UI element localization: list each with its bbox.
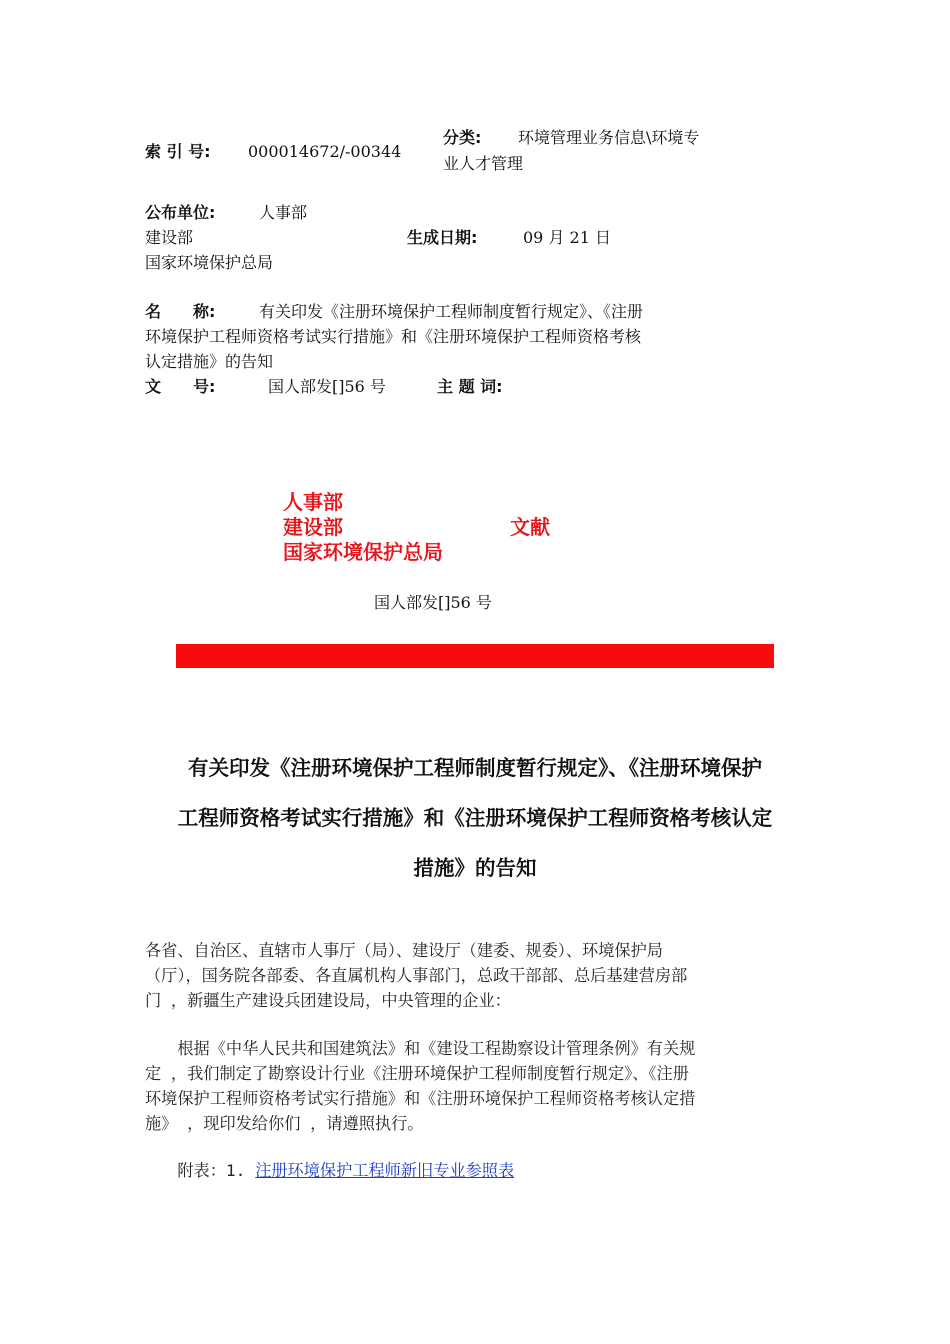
name-value-line3: 认定措施》的告知 (145, 352, 274, 371)
title-line-3: 措施》的告知 (413, 856, 537, 880)
category-label: 分类: (443, 128, 482, 147)
date-value: 09 月 21 日 (523, 228, 611, 247)
doc-word: 文献 (510, 515, 550, 539)
agency-3: 国家环境保护总局 (283, 540, 443, 564)
paragraph-line-4: 施》 ，现印发给你们 ，请遵照执行。 (145, 1114, 424, 1133)
index-label: 索 引 号: (145, 142, 211, 161)
paragraph-line-3: 环境保护工程师资格考试实行措施》和《注册环境保护工程师资格考核认定措 (145, 1089, 696, 1108)
recipients (145, 938, 815, 1013)
publisher-label: 公布单位: (145, 203, 216, 222)
title-line-1: 有关印发《注册环境保护工程师制度暂行规定》、《注册环境保护 (188, 756, 762, 780)
publisher-3: 国家环境保护总局 (145, 253, 274, 272)
paragraph-line-2: 定 ，我们制定了勘察设计行业《注册环境保护工程师制度暂行规定》、《注册 (145, 1064, 689, 1083)
recipients-line-1: 各省、自治区、直辖市人事厅（局）、建设厅（建委、规委）、环境保护局 (145, 941, 663, 960)
red-separator-bar (176, 644, 774, 668)
docno-label: 文 号: (145, 377, 216, 396)
name-value-line1: 有关印发《注册环境保护工程师制度暂行规定》、《注册 (259, 302, 644, 321)
subject-label: 主 题 词: (437, 377, 503, 396)
recipients-line-3: 门 ，新疆生产建设兵团建设局，中央管理的企业： (145, 991, 511, 1010)
name-label: 名 称: (145, 302, 216, 321)
agency-1: 人事部 (283, 490, 343, 514)
main-paragraph (145, 1036, 815, 1136)
name-value-line2: 环境保护工程师资格考试实行措施》和《注册环境保护工程师资格考核 (145, 327, 642, 346)
publisher-2: 建设部 (145, 228, 194, 247)
title-line-2: 工程师资格考试实行措施》和《注册环境保护工程师资格考核认定 (177, 806, 773, 830)
attachment-line (145, 1158, 815, 1183)
date-label: 生成日期: (407, 228, 478, 247)
publisher-1: 人事部 (259, 203, 308, 222)
index-value: 000014672/-00344 (248, 142, 402, 161)
attachment-label: 附表：1. (145, 1161, 246, 1180)
recipients-line-2: （厅），国务院各部委、各直属机构人事部门，总政干部部、总后基建营房部 (145, 966, 688, 985)
docno-value: 国人部发[]56 号 (268, 377, 386, 396)
paragraph-line-1: 根据《中华人民共和国建筑法》和《建设工程勘察设计管理条例》有关规 (145, 1039, 696, 1058)
attachment-link[interactable]: 注册环境保护工程师新旧专业参照表 (255, 1161, 515, 1180)
agency-2: 建设部 (283, 515, 343, 539)
header-doc-number: 国人部发[]56 号 (374, 593, 492, 612)
category-value-line2: 业人才管理 (443, 154, 524, 173)
category-value-line1: 环境管理业务信息\环境专 (518, 128, 700, 147)
